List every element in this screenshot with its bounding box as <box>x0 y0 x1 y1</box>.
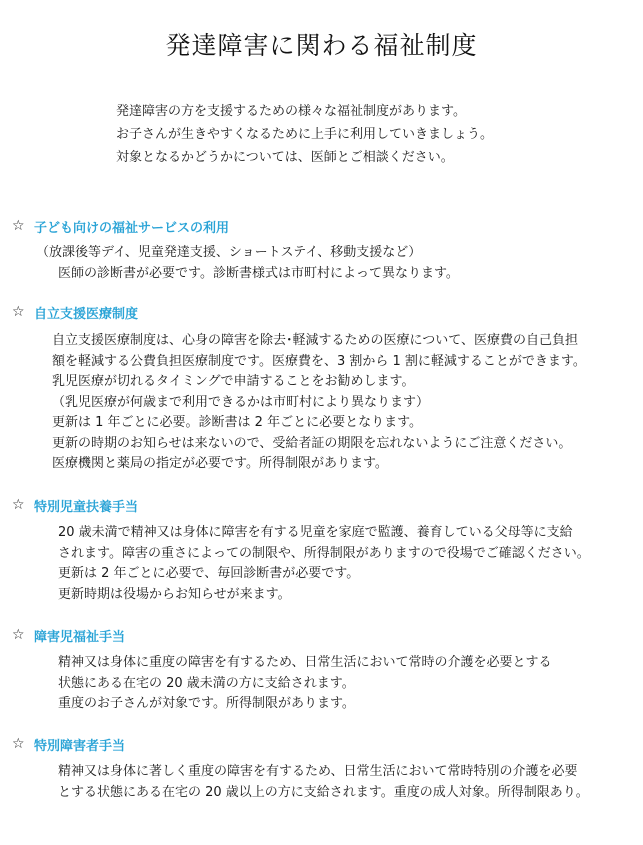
body-line: されます。障害の重さによっての制限や、所得制限がありますので役場でご確認ください。 <box>58 545 590 561</box>
star-icon: ☆ <box>12 627 25 643</box>
body-line: 乳児医療が切れるタイミングで申請することをお勧めします。 <box>52 374 415 389</box>
star-icon: ☆ <box>12 304 25 320</box>
body-line: とする状態にある在宅の 20 歳以上の方に支給されます。重度の成人対象。所得制限あり。 <box>58 784 589 800</box>
body-line: 更新は 2 年ごとに必要で、毎回診断書が必要です。 <box>58 566 360 581</box>
star-icon: ☆ <box>12 497 25 513</box>
section-heading <box>12 625 632 645</box>
body-line: （放課後等デイ、児童発達支援、ショートステイ、移動支援など） <box>36 245 422 260</box>
page-title: 発達障害に関わる福祉制度 <box>165 31 478 60</box>
section-heading-text: 特別障害者手当 <box>34 738 126 754</box>
section-body <box>12 331 632 475</box>
body-line: 医療機関と薬局の指定が必要です。所得制限があります。 <box>52 456 388 471</box>
section-child-welfare-services <box>12 216 632 284</box>
section-heading-text: 障害児福祉手当 <box>34 629 126 645</box>
star-icon: ☆ <box>12 218 25 234</box>
section-body <box>12 523 632 605</box>
body-line: 精神又は身体に著しく重度の障害を有するため、日常生活において常時特別の介護を必要 <box>58 764 578 779</box>
intro-paragraph <box>116 100 493 169</box>
body-line: 更新時期は役場からお知らせが来ます。 <box>58 586 291 602</box>
section-disabled-child-welfare-allowance <box>12 625 632 715</box>
star-icon: ☆ <box>12 736 25 752</box>
section-heading <box>12 216 632 236</box>
section-heading <box>12 734 632 754</box>
section-heading <box>12 302 632 322</box>
intro-line: 発達障害の方を支援するための様々な福祉制度があります。 <box>116 104 466 119</box>
body-line: 20 歳未満で精神又は身体に障害を有する児童を家庭で監護、養育している父母等に支給 <box>58 525 573 540</box>
section-heading-text: 子ども向けの福祉サービスの利用 <box>34 220 230 236</box>
section-body <box>12 243 632 284</box>
body-line: 医師の診断書が必要です。診断書様式は市町村によって異なります。 <box>58 265 459 281</box>
section-heading-text: 特別児童扶養手当 <box>34 499 139 515</box>
body-line: 精神又は身体に重度の障害を有するため、日常生活において常時の介護を必要とする <box>58 655 552 670</box>
body-line: 額を軽減する公費負担医療制度です。医療費を、3 割から 1 割に軽減することができます。 <box>52 353 586 369</box>
body-line: 状態にある在宅の 20 歳未満の方に支給されます。 <box>58 675 355 691</box>
section-body <box>12 653 632 715</box>
intro-line: 対象となるかどうかについては、医師とご相談ください。 <box>116 150 454 165</box>
intro-line: お子さんが生きやすくなるために上手に利用していきましょう。 <box>116 127 494 142</box>
body-line: 自立支援医療制度は、心身の障害を除去･軽減するための医療について、医療費の自己負担 <box>52 333 578 348</box>
body-line: 更新は 1 年ごとに必要。診断書は 2 年ごとに必要となります。 <box>52 415 423 430</box>
section-special-child-allowance <box>12 495 632 605</box>
section-body <box>12 762 632 803</box>
section-special-disabled-allowance <box>12 734 632 803</box>
section-heading-text: 自立支援医療制度 <box>34 306 139 322</box>
body-line: （乳児医療が何歳まで利用できるかは市町村により異なります） <box>52 394 430 410</box>
body-line: 重度のお子さんが対象です。所得制限があります。 <box>58 696 355 711</box>
section-heading <box>12 495 632 515</box>
section-independence-support-medical <box>12 302 632 475</box>
body-line: 更新の時期のお知らせは来ないので、受給者証の期限を忘れないようにご注意ください。 <box>52 435 572 451</box>
